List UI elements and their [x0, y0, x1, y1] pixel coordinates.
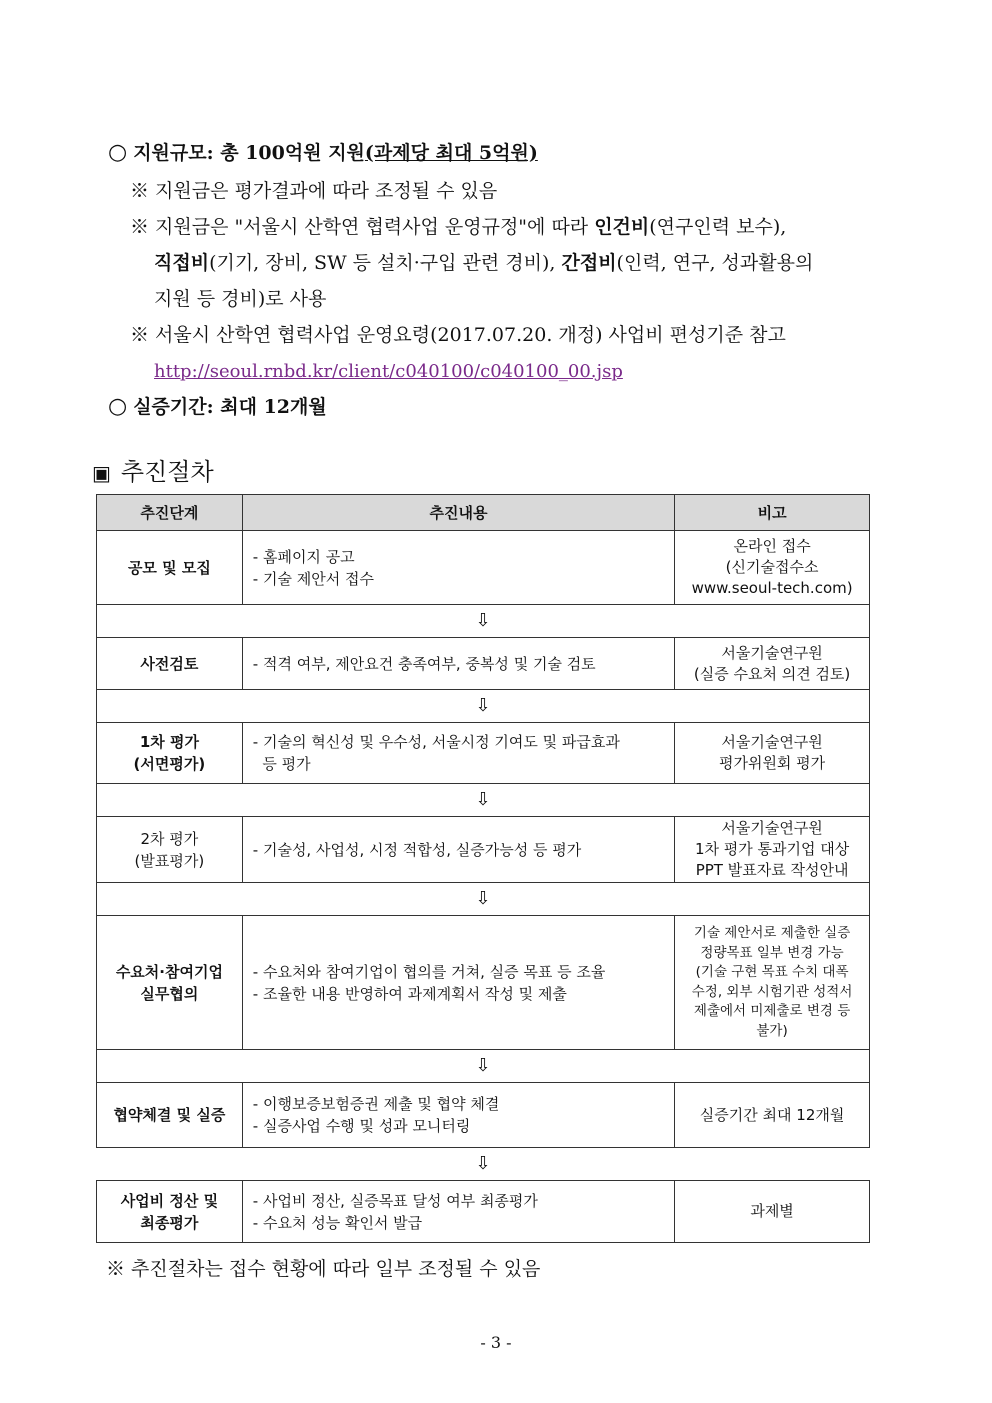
note-line: 서울기술연구원 — [721, 819, 823, 837]
content-line: - 기술 제안서 접수 — [252, 569, 374, 588]
content-line: - 수요처 성능 확인서 발급 — [252, 1213, 423, 1232]
table-row — [97, 638, 870, 690]
stage-cell — [97, 1181, 243, 1243]
arrow-row — [97, 690, 870, 723]
note-line: 서울기술연구원 — [721, 733, 823, 751]
section-title — [92, 456, 214, 489]
header-stage: 추진단계 — [97, 495, 243, 531]
stage-text: 1차 평가 — [139, 733, 199, 751]
note-line: (실증 수요처 의견 검토) — [693, 664, 851, 683]
support-scale-paren: (과제당 최대 5억원) — [364, 142, 538, 164]
content-line: - 기술의 혁신성 및 우수성, 서울시정 기여도 및 파급효과 — [252, 733, 620, 751]
table-row — [97, 817, 870, 883]
labor-cost-term: 인건비 — [594, 216, 650, 238]
down-arrow-icon: ⇩ — [97, 690, 870, 723]
process-table — [96, 494, 870, 1243]
note-line: 평가위원회 평가 — [718, 754, 826, 772]
note-cell — [675, 817, 870, 883]
note-line: 실증기간 최대 12개월 — [699, 1105, 845, 1124]
header-note: 비고 — [675, 495, 870, 531]
note-regulation-text-c: (기기, 장비, SW 등 설치·구입 관련 경비), — [209, 252, 562, 274]
demo-period-line — [108, 394, 327, 420]
support-scale-line — [108, 140, 538, 166]
note-line: 1차 평가 통과기업 대상 — [694, 840, 850, 858]
content-cell — [242, 1083, 674, 1148]
guideline-link[interactable]: http://seoul.rnbd.kr/client/c040100/c040100_00.jsp — [154, 361, 623, 382]
arrow-row — [97, 605, 870, 638]
note-line: 제출에서 미제출로 변경 등 — [693, 1003, 851, 1019]
down-arrow-icon: ⇩ — [97, 605, 870, 638]
content-line: - 이행보증보험증권 제출 및 협약 체결 — [252, 1095, 500, 1113]
stage-text: 사전검토 — [140, 654, 199, 673]
stage-text: (서면평가) — [133, 755, 206, 773]
note-regulation-line2 — [154, 250, 813, 276]
stage-text: 실무협의 — [140, 984, 199, 1003]
note-regulation-text-b: (연구인력 보수), — [649, 216, 787, 238]
note-line: 수정, 외부 시험기관 성적서 — [691, 983, 853, 1000]
indirect-cost-term: 간접비 — [561, 252, 617, 274]
content-line: - 실증사업 수행 및 성과 모니터링 — [252, 1117, 471, 1135]
stage-cell — [97, 817, 243, 883]
content-cell — [242, 638, 674, 690]
stage-cell — [97, 723, 243, 784]
table-row — [97, 723, 870, 784]
note-line: 과제별 — [750, 1202, 794, 1220]
down-arrow-icon: ⇩ — [97, 1050, 870, 1083]
note-regulation-text-a: ※ 지원금은 "서울시 산학연 협력사업 운영규정"에 따라 — [130, 216, 595, 238]
content-cell — [242, 1181, 674, 1243]
note-cell — [675, 531, 870, 605]
note-line: 정량목표 일부 변경 가능 — [700, 944, 844, 961]
table-row — [97, 531, 870, 605]
arrow-row — [97, 1148, 870, 1181]
content-cell — [242, 916, 674, 1050]
arrow-row — [97, 883, 870, 916]
stage-text: 사업비 정산 및 — [120, 1191, 219, 1210]
note-cell — [675, 916, 870, 1050]
section-title-text: 추진절차 — [120, 458, 214, 486]
note-guideline: ※ 서울시 산학연 협력사업 운영요령(2017.07.20. 개정) 사업비 편성기준 참고 — [130, 324, 786, 346]
guideline-link-line — [154, 358, 623, 385]
content-line: - 기술성, 사업성, 시정 적합성, 실증가능성 등 평가 — [252, 840, 582, 859]
content-line: 등 평가 — [252, 755, 311, 773]
table-row — [97, 1083, 870, 1148]
note-line: PPT 발표자료 작성안내 — [695, 861, 849, 879]
note-cell — [675, 723, 870, 784]
circle-bullet-icon: ○ — [108, 140, 128, 165]
note-regulation-line3: 지원 등 경비)로 사용 — [154, 288, 327, 310]
stage-text: 2차 평가 — [140, 829, 199, 848]
content-line: - 수요처와 참여기업이 협의를 거쳐, 실증 목표 등 조율 — [252, 962, 606, 981]
arrow-row — [97, 1050, 870, 1083]
note-cell — [675, 1181, 870, 1243]
down-arrow-icon: ⇩ — [97, 784, 870, 817]
note-adjustment: ※ 지원금은 평가결과에 따라 조정될 수 있음 — [130, 180, 498, 202]
down-arrow-icon: ⇩ — [97, 883, 870, 916]
stage-text: 협약체결 및 실증 — [113, 1106, 226, 1124]
direct-cost-term: 직접비 — [154, 252, 210, 274]
content-cell — [242, 531, 674, 605]
note-regulation-text-d: (인력, 연구, 성과활용의 — [616, 252, 814, 274]
note-regulation-line1 — [130, 214, 786, 240]
note-line: 기술 제안서로 제출한 실증 — [693, 925, 851, 941]
demo-period-label: 실증기간: 최대 12개월 — [133, 396, 327, 418]
content-line: - 적격 여부, 제안요건 충족여부, 중복성 및 기술 검토 — [252, 654, 596, 673]
stage-text: 수요처·참여기업 — [115, 962, 223, 981]
stage-cell — [97, 916, 243, 1050]
stage-text: 공모 및 모집 — [127, 558, 211, 577]
stage-text: 최종평가 — [140, 1213, 199, 1232]
footer-note: ※ 추진절차는 접수 현황에 따라 일부 조정될 수 있음 — [106, 1258, 541, 1280]
page-number: - 3 - — [480, 1333, 512, 1352]
stage-cell — [97, 1083, 243, 1148]
note-line: www.seoul-tech.com) — [691, 579, 853, 597]
stage-cell — [97, 638, 243, 690]
content-line: - 홈페이지 공고 — [252, 547, 355, 566]
support-scale-label: 지원규모: 총 100억원 지원 — [133, 142, 365, 164]
arrow-row — [97, 784, 870, 817]
table-header-row — [97, 495, 870, 531]
content-line: - 사업비 정산, 실증목표 달성 여부 최종평가 — [252, 1191, 538, 1210]
down-arrow-icon: ⇩ — [97, 1148, 870, 1181]
square-bullet-icon: ▣ — [92, 461, 111, 485]
note-line: 온라인 접수 — [733, 537, 811, 555]
stage-text: (발표평가) — [134, 851, 205, 870]
stage-cell — [97, 531, 243, 605]
note-line: 불가) — [756, 1022, 788, 1039]
content-line: - 조율한 내용 반영하여 과제계획서 작성 및 제출 — [252, 984, 567, 1003]
circle-bullet-icon: ○ — [108, 394, 128, 419]
table-row — [97, 916, 870, 1050]
note-cell — [675, 1083, 870, 1148]
header-content: 추진내용 — [242, 495, 674, 531]
note-line: 서울기술연구원 — [721, 643, 823, 662]
note-cell — [675, 638, 870, 690]
content-cell — [242, 723, 674, 784]
content-cell — [242, 817, 674, 883]
note-line: (기술 구현 목표 수치 대폭 — [695, 964, 849, 980]
table-row — [97, 1181, 870, 1243]
note-line: (신기술접수소 — [725, 558, 819, 576]
